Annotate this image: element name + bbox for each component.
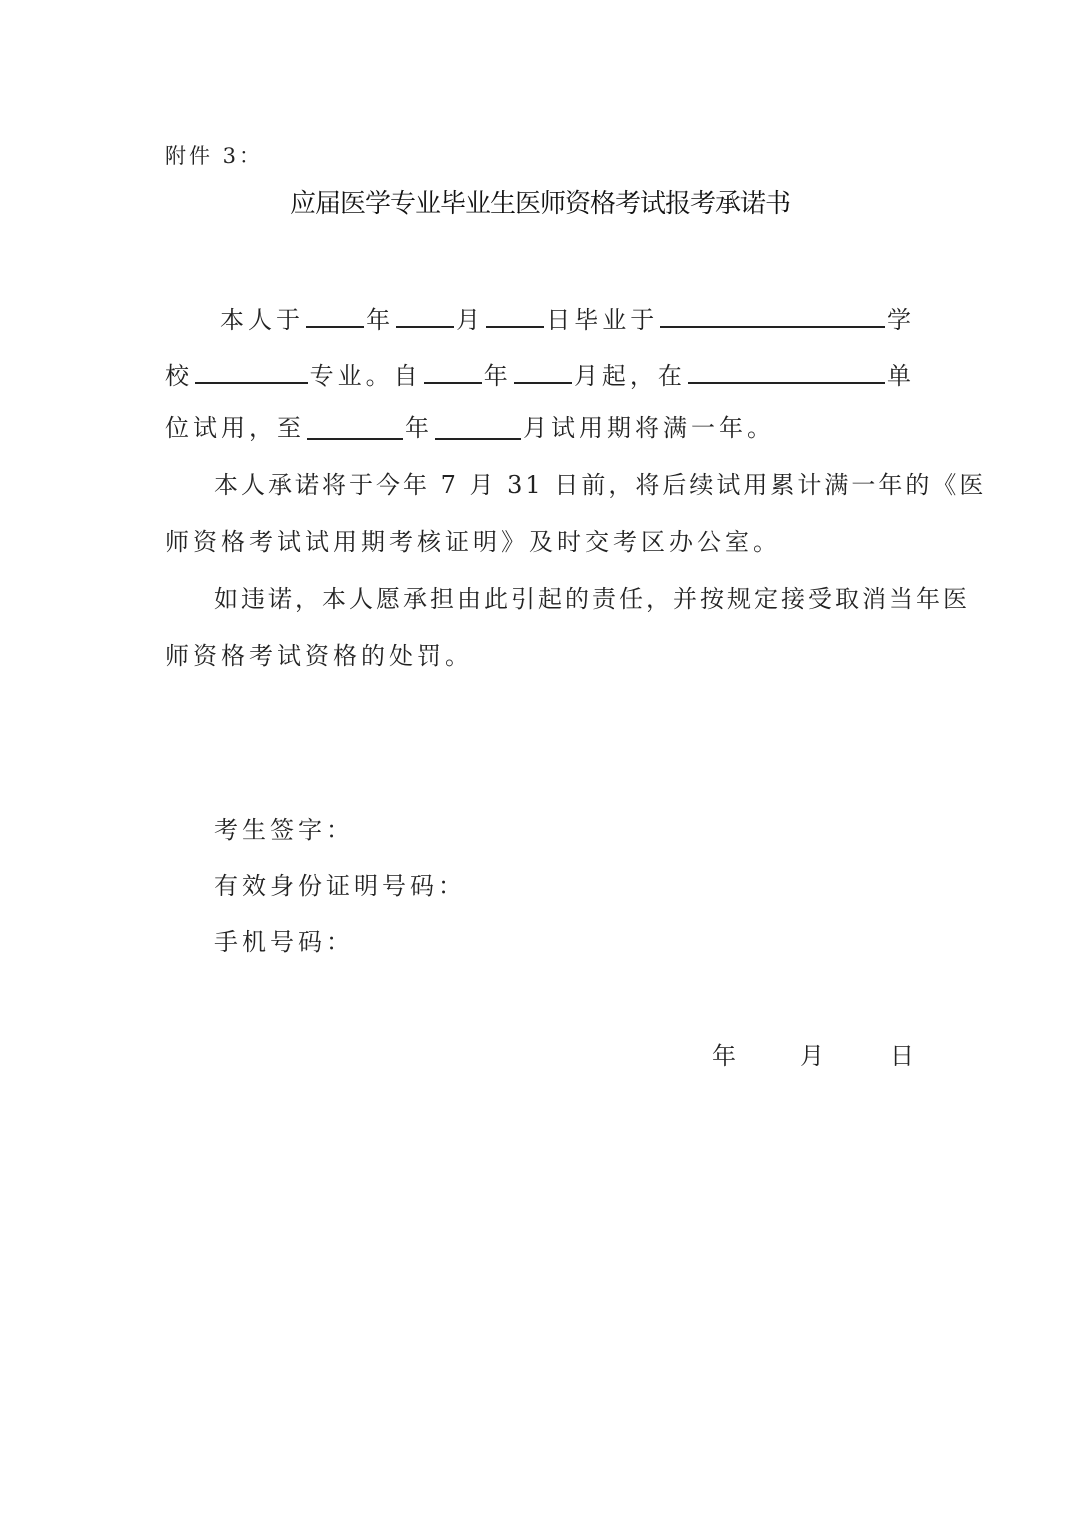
text-segment: 学 bbox=[887, 306, 916, 334]
date-year-label: 年 bbox=[712, 1042, 736, 1070]
text-segment: 年 bbox=[405, 414, 433, 442]
blank-month-start[interactable] bbox=[514, 356, 572, 384]
text-segment: 月 bbox=[456, 306, 485, 334]
paragraph2-line1: 本人承诺将于今年 7 月 31 日前，将后续试用累计满一年的《医 bbox=[214, 471, 987, 499]
text-segment: 本人于 bbox=[220, 306, 304, 334]
text-segment: 校 bbox=[165, 362, 193, 390]
text-segment: 日毕业于 bbox=[546, 306, 659, 334]
blank-school-name[interactable] bbox=[660, 300, 885, 328]
blank-year-end[interactable] bbox=[307, 412, 403, 440]
document-title: 应届医学专业毕业生医师资格考试报考承诺书 bbox=[289, 189, 790, 219]
text-segment: 月试用期将满一年。 bbox=[523, 414, 775, 442]
date-day-label: 日 bbox=[890, 1042, 914, 1070]
paragraph2-line2: 师资格考试试用期考核证明》及时交考区办公室。 bbox=[165, 528, 781, 556]
blank-year-start[interactable] bbox=[424, 356, 482, 384]
text-segment: 位试用，至 bbox=[165, 414, 305, 442]
text-segment: 年 bbox=[483, 362, 512, 390]
blank-work-unit[interactable] bbox=[688, 356, 885, 384]
paragraph1-line1 bbox=[220, 300, 915, 336]
text-segment: 年 bbox=[366, 306, 395, 334]
attachment-label: 附件 3： bbox=[165, 144, 264, 168]
candidate-signature-label: 考生签字： bbox=[214, 816, 354, 844]
paragraph1-line2 bbox=[165, 356, 915, 392]
phone-number-label: 手机号码： bbox=[214, 928, 354, 956]
id-number-label: 有效身份证明号码： bbox=[214, 872, 466, 900]
text-segment: 月起，在 bbox=[573, 362, 686, 390]
blank-major[interactable] bbox=[195, 356, 308, 384]
blank-year-graduation[interactable] bbox=[306, 300, 364, 328]
date-month-label: 月 bbox=[800, 1042, 824, 1070]
text-segment: 专业。自 bbox=[309, 362, 422, 390]
paragraph3-line2: 师资格考试资格的处罚。 bbox=[165, 642, 473, 670]
paragraph3-line1: 如违诺，本人愿承担由此引起的责任，并按规定接受取消当年医 bbox=[214, 585, 970, 613]
text-segment: 单 bbox=[886, 362, 915, 390]
blank-month-end[interactable] bbox=[435, 412, 521, 440]
blank-day-graduation[interactable] bbox=[486, 300, 544, 328]
blank-month-graduation[interactable] bbox=[396, 300, 454, 328]
paragraph1-line3 bbox=[165, 412, 915, 444]
